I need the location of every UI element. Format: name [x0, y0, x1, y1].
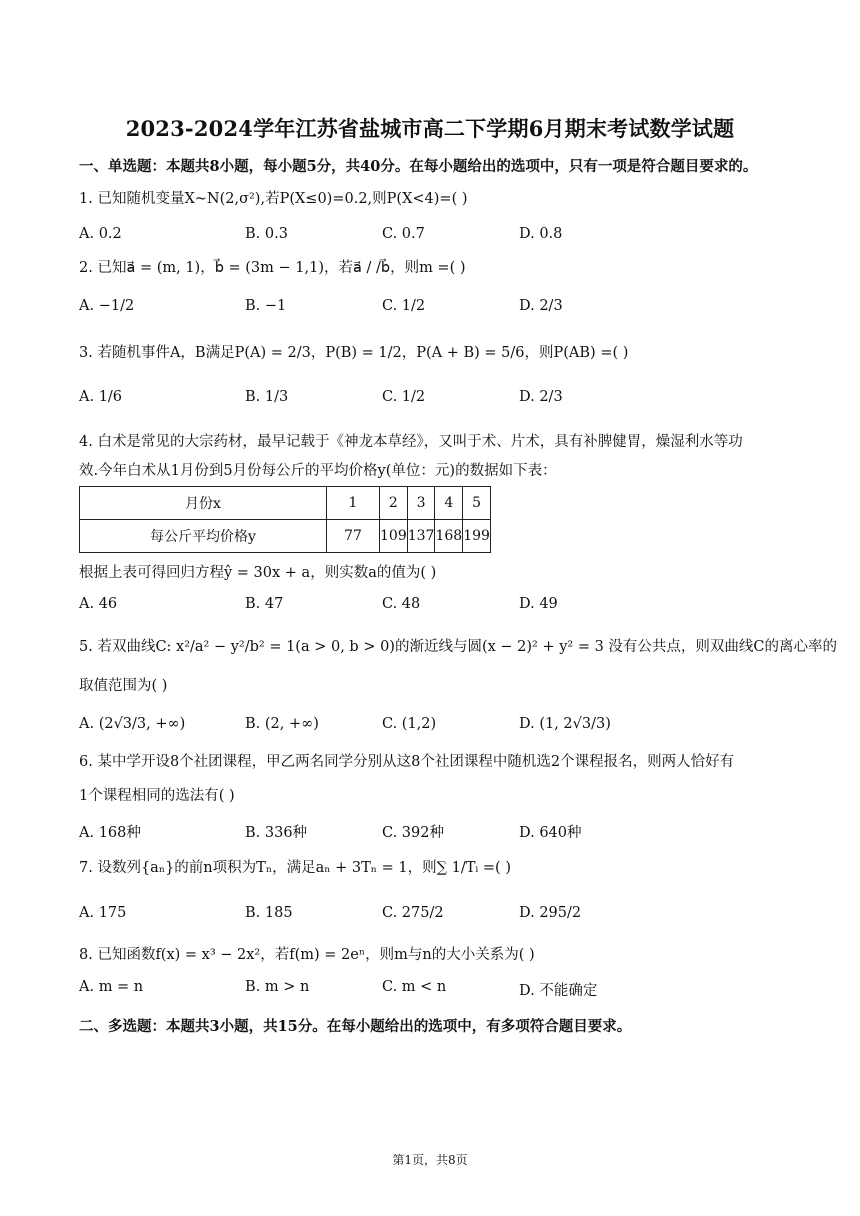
question-5-stem-line-2: 取值范围为( ) [79, 678, 168, 694]
question-5-options [79, 716, 779, 740]
table-cell: 109 [380, 520, 408, 553]
option-d: D. 2/3 [519, 298, 563, 314]
option-b: B. (2, +∞) [245, 716, 319, 732]
table-row [80, 487, 491, 520]
option-d: D. 2/3 [519, 389, 563, 405]
option-d: D. 49 [519, 596, 558, 612]
option-d: D. (1, 2√3/3) [519, 716, 611, 732]
option-c: C. 392种 [382, 825, 444, 841]
question-6-stem-line-1: 6. 某中学开设8个社团课程，甲乙两名同学分别从这8个社团课程中随机选2个课程报名，则两人恰好有 [79, 754, 735, 770]
option-c: C. (1,2) [382, 716, 437, 732]
option-b: B. m > n [245, 979, 310, 995]
option-a: A. (2√3/3, +∞) [79, 716, 186, 732]
option-b: B. 47 [245, 596, 284, 612]
table-cell: 77 [327, 520, 380, 553]
option-b: B. −1 [245, 298, 287, 314]
question-4-stem-line-2: 效.今年白术从1月份到5月份每公斤的平均价格y(单位：元)的数据如下表： [79, 463, 557, 479]
question-1-options [79, 226, 779, 250]
table-cell: 5 [463, 487, 491, 520]
option-a: A. 0.2 [79, 226, 122, 242]
option-c: C. 1/2 [382, 298, 426, 314]
table-cell-header: 每公斤平均价格y [80, 520, 327, 553]
option-c: C. 1/2 [382, 389, 426, 405]
option-d: D. 不能确定 [519, 983, 598, 999]
page-title: 2023-2024学年江苏省盐城市高二下学期6月期末考试数学试题 [125, 116, 735, 141]
section-single-choice-heading: 一、单选题：本题共8小题，每小题5分，共40分。在每小题给出的选项中，只有一项是符合题目要求的。 [79, 158, 758, 175]
question-3-options [79, 389, 779, 413]
question-8-options [79, 979, 779, 1003]
table-cell: 199 [463, 520, 491, 553]
table-cell-header: 月份x [80, 487, 327, 520]
section-multiple-choice-heading: 二、多选题：本题共3小题，共15分。在每小题给出的选项中，有多项符合题目要求。 [79, 1018, 632, 1035]
option-a: A. 175 [79, 905, 127, 921]
table-cell: 4 [435, 487, 463, 520]
option-c: C. 275/2 [382, 905, 444, 921]
table-cell: 137 [407, 520, 435, 553]
option-d: D. 640种 [519, 825, 582, 841]
question-2-stem: 2. 已知a⃗ = (m, 1)，b⃗ = (3m − 1,1)，若a⃗ / /b⃗，则m =( ) [79, 260, 466, 276]
option-a: A. 46 [79, 596, 118, 612]
option-a: A. −1/2 [79, 298, 135, 314]
option-b: B. 0.3 [245, 226, 288, 242]
option-b: B. 1/3 [245, 389, 289, 405]
option-c: C. 0.7 [382, 226, 425, 242]
question-5-stem-line-1: 5. 若双曲线C: x²/a² − y²/b² = 1(a > 0, b > 0)的渐近线与圆(x − 2)² + y² = 3 没有公共点，则双曲线C的离心率的 [79, 639, 838, 655]
option-c: C. 48 [382, 596, 421, 612]
question-7-options [79, 905, 779, 929]
question-7-stem: 7. 设数列{aₙ}的前n项积为Tₙ，满足aₙ + 3Tₙ = 1，则∑ 1/Tᵢ =( ) [79, 860, 511, 876]
option-a: A. m = n [79, 979, 144, 995]
table-row [80, 520, 491, 553]
option-b: B. 185 [245, 905, 293, 921]
table-cell: 168 [435, 520, 463, 553]
option-a: A. 168种 [79, 825, 141, 841]
question-1-stem: 1. 已知随机变量X~N(2,σ²),若P(X≤0)=0.2,则P(X<4)=( ) [79, 191, 468, 207]
table-cell: 3 [407, 487, 435, 520]
page-number: 第1页，共8页 [392, 1153, 468, 1167]
question-3-stem: 3. 若随机事件A，B满足P(A) = 2/3，P(B) = 1/2，P(A + B) = 5/6，则P(AB) =( ) [79, 345, 629, 361]
price-table [79, 486, 491, 553]
option-a: A. 1/6 [79, 389, 123, 405]
question-6-stem-line-2: 1个课程相同的选法有( ) [79, 788, 235, 804]
question-6-options [79, 821, 779, 845]
question-4-regression-line: 根据上表可得回归方程ŷ = 30x + a，则实数a的值为( ) [79, 565, 437, 581]
option-d: D. 295/2 [519, 905, 582, 921]
table-cell: 1 [327, 487, 380, 520]
option-d: D. 0.8 [519, 226, 563, 242]
question-4-options [79, 596, 779, 620]
question-2-options [79, 298, 779, 322]
table-cell: 2 [380, 487, 408, 520]
option-c: C. m < n [382, 979, 447, 995]
option-b: B. 336种 [245, 825, 308, 841]
question-8-stem: 8. 已知函数f(x) = x³ − 2x²，若f(m) = 2eⁿ，则m与n的大小关系为( ) [79, 947, 535, 963]
question-4-stem-line-1: 4. 白术是常见的大宗药材，最早记载于《神龙本草经》，又叫于术、片术，具有补脾健胃，燥湿利水等功 [79, 434, 743, 450]
